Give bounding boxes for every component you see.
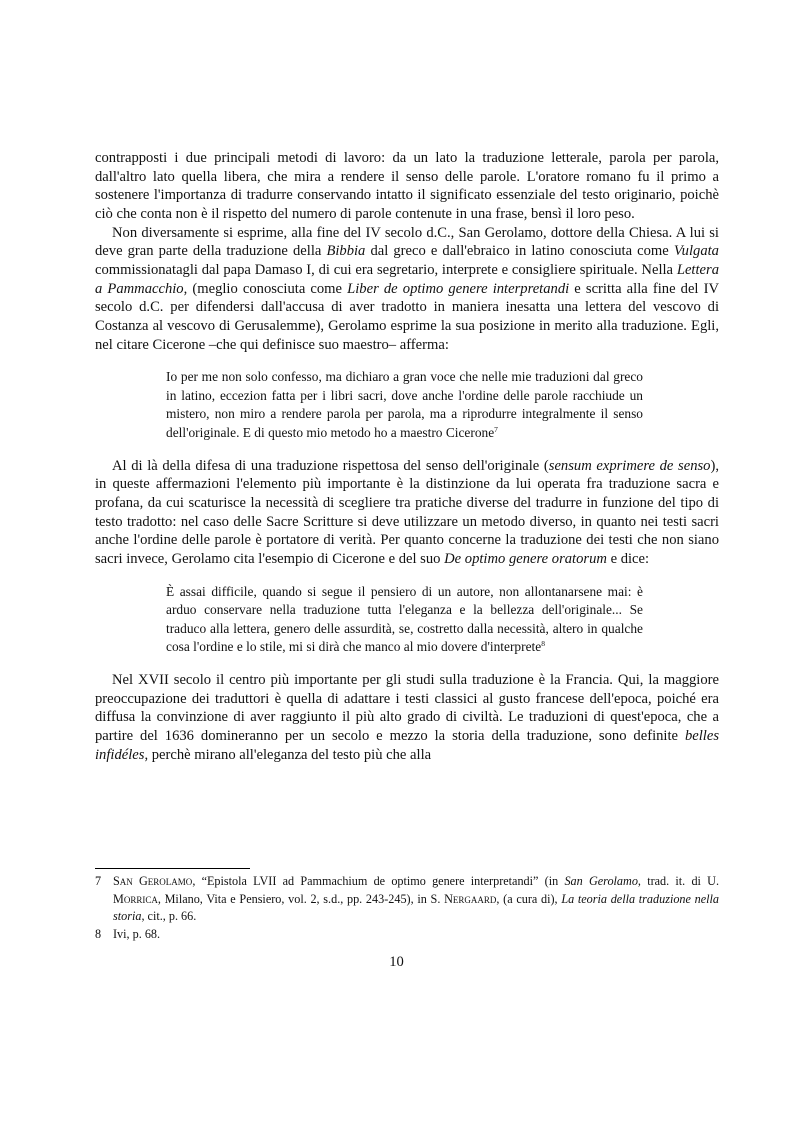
text-run: , cit., p. 66.: [141, 909, 197, 923]
editor-name: Nergaard: [444, 891, 497, 906]
text-run: , (a cura di),: [496, 891, 562, 906]
text-run: , (meglio conosciuta come: [183, 280, 348, 297]
quote-text: È assai difficile, quando si segue il pensiero di un autore, non allontanarsene mai: è arduo conservare nella traduzione tutta l'eleganza e la bellezza dell'originale... Se traduco alla lettera, genero delle assurdità, se, costretto dalla necessità, altero in qualche cosa l'ordine e lo stile, mi si dirà che manco al mio dovere d'interprete: [166, 583, 643, 655]
text-run: e scritta alla fine del IV secolo d.C. per difendersi dall'accusa di aver tradotto in maniera inesatta una lettera del vescovo di Costanza al vescovo di Gerusalemme), Gerolamo esprime la sua posizione in merito alla traduzione. Egli, nel citare Cicerone –che qui definisce suo maestro– afferma:: [95, 280, 720, 353]
text-run: , trad. it. di U.: [637, 874, 720, 888]
footnote-text: [113, 873, 719, 926]
text-run: , perchè mirano all'eleganza del testo più che alla: [144, 746, 432, 763]
italic-bibbia: Bibbia: [326, 243, 366, 260]
text-run: Al di là della difesa di una traduzione rispettosa del senso dell'originale (: [112, 457, 549, 474]
italic-sensum: sensum exprimere de senso: [548, 457, 711, 474]
footnote-ref-7[interactable]: 7: [494, 425, 498, 434]
footnotes: [95, 873, 719, 943]
italic-title: San Gerolamo: [564, 874, 638, 888]
page-body: [95, 149, 719, 764]
block-quote-1: [166, 368, 643, 442]
footnote-7: [95, 873, 719, 926]
italic-liber: Liber de optimo genere interpretandi: [347, 280, 570, 297]
footnote-number: 8: [95, 926, 102, 941]
text-run: commissionatagli dal papa Damaso I, di cui era segretario, interprete e consigliere spirituale. Nella: [95, 261, 677, 278]
author-name: San Gerolamo: [113, 874, 193, 888]
page-number: 10: [389, 954, 404, 970]
text-run: Non diversamente si esprime, alla fine del IV secolo d.C., San Gerolamo, dottore della Chiesa. A lui si deve gran parte della traduzione della: [95, 224, 719, 260]
text-run: Nel XVII secolo il centro più importante per gli studi sulla traduzione è la Francia. Qui, la maggiore preoccupazione dei traduttori è quella di adattare i testi classici al gusto francese dell'epoca, poiché era diffusa la convinzione di aver raggiunto il più alto grado di civiltà. Le traduzioni di quest'epoca, che a partire del 1636 domineranno per un secolo e mezzo la storia della traduzione, sono definite: [95, 671, 719, 744]
italic-vulgata: Vulgata: [673, 243, 719, 260]
italic-lettera: Lettera a Pammacchio: [95, 261, 719, 297]
italic-de-optimo: De optimo genere oratorum: [444, 550, 607, 567]
block-quote-2: [166, 583, 643, 657]
paragraph-3: [95, 457, 719, 569]
footnote-separator: [95, 868, 250, 869]
footnote-ref-8[interactable]: 8: [541, 639, 545, 649]
translator-name: Morrica: [113, 891, 158, 906]
text-run: , Milano, Vita e Pensiero, vol. 2, s.d., pp. 243-245), in S.: [157, 891, 445, 906]
text-run: e dice:: [606, 550, 650, 567]
italic-belles-infideles: belles infidéles: [95, 727, 719, 763]
text-run: dal greco e dall'ebraico in latino conosciuta come: [365, 243, 674, 260]
footnote-8: [95, 926, 719, 944]
text-run: ), in queste affermazioni l'elemento più importante è la distinzione da lui operata fra traduzione sacra e profana, da cui scaturisce la necessità di scegliere tra pratiche diverse del tradurre in funzione del tipo di testo tradotto: nel caso delle Sacre Scritture si deve utilizzare un metodo diverso, in quanto nei testi sacri anche l'ordine delle parole è portatore di verità. Per quanto concerne la traduzione dei testi che non siano sacri invece, Gerolamo cita l'esempio di Cicerone e del suo: [95, 457, 719, 567]
footnote-text: Ivi, p. 68.: [113, 926, 161, 941]
text-run: , “Epistola LVII ad Pammachium de optimo genere interpretandi” (in: [192, 874, 565, 888]
paragraph-2: [95, 224, 719, 355]
italic-title: La teoria della traduzione nella storia: [113, 891, 719, 923]
paragraph-4: [95, 671, 719, 764]
paragraph-1: contrapposti i due principali metodi di lavoro: da un lato la traduzione letterale, parola per parola, dall'altro lato quella libera, che mira a rendere il senso delle parole. L'oratore romano fu il primo a sostenere l'importanza di tradurre conservando intatto il significato essenziale del testo originario, poichè ciò che conta non è il rispetto del numero di parole contenute in una frase, bensì il loro peso.: [95, 150, 719, 222]
footnote-number: 7: [95, 874, 102, 888]
quote-text: Io per me non solo confesso, ma dichiaro a gran voce che nelle mie traduzioni dal greco in latino, eccezion fatta per i libri sacri, dove anche l'ordine delle parole racchiude un mistero, non miro a rendere parola per parola, ma a riprodurre integralmente il senso dell'originale. E di questo mio metodo ho a maestro Cicerone: [166, 369, 643, 440]
